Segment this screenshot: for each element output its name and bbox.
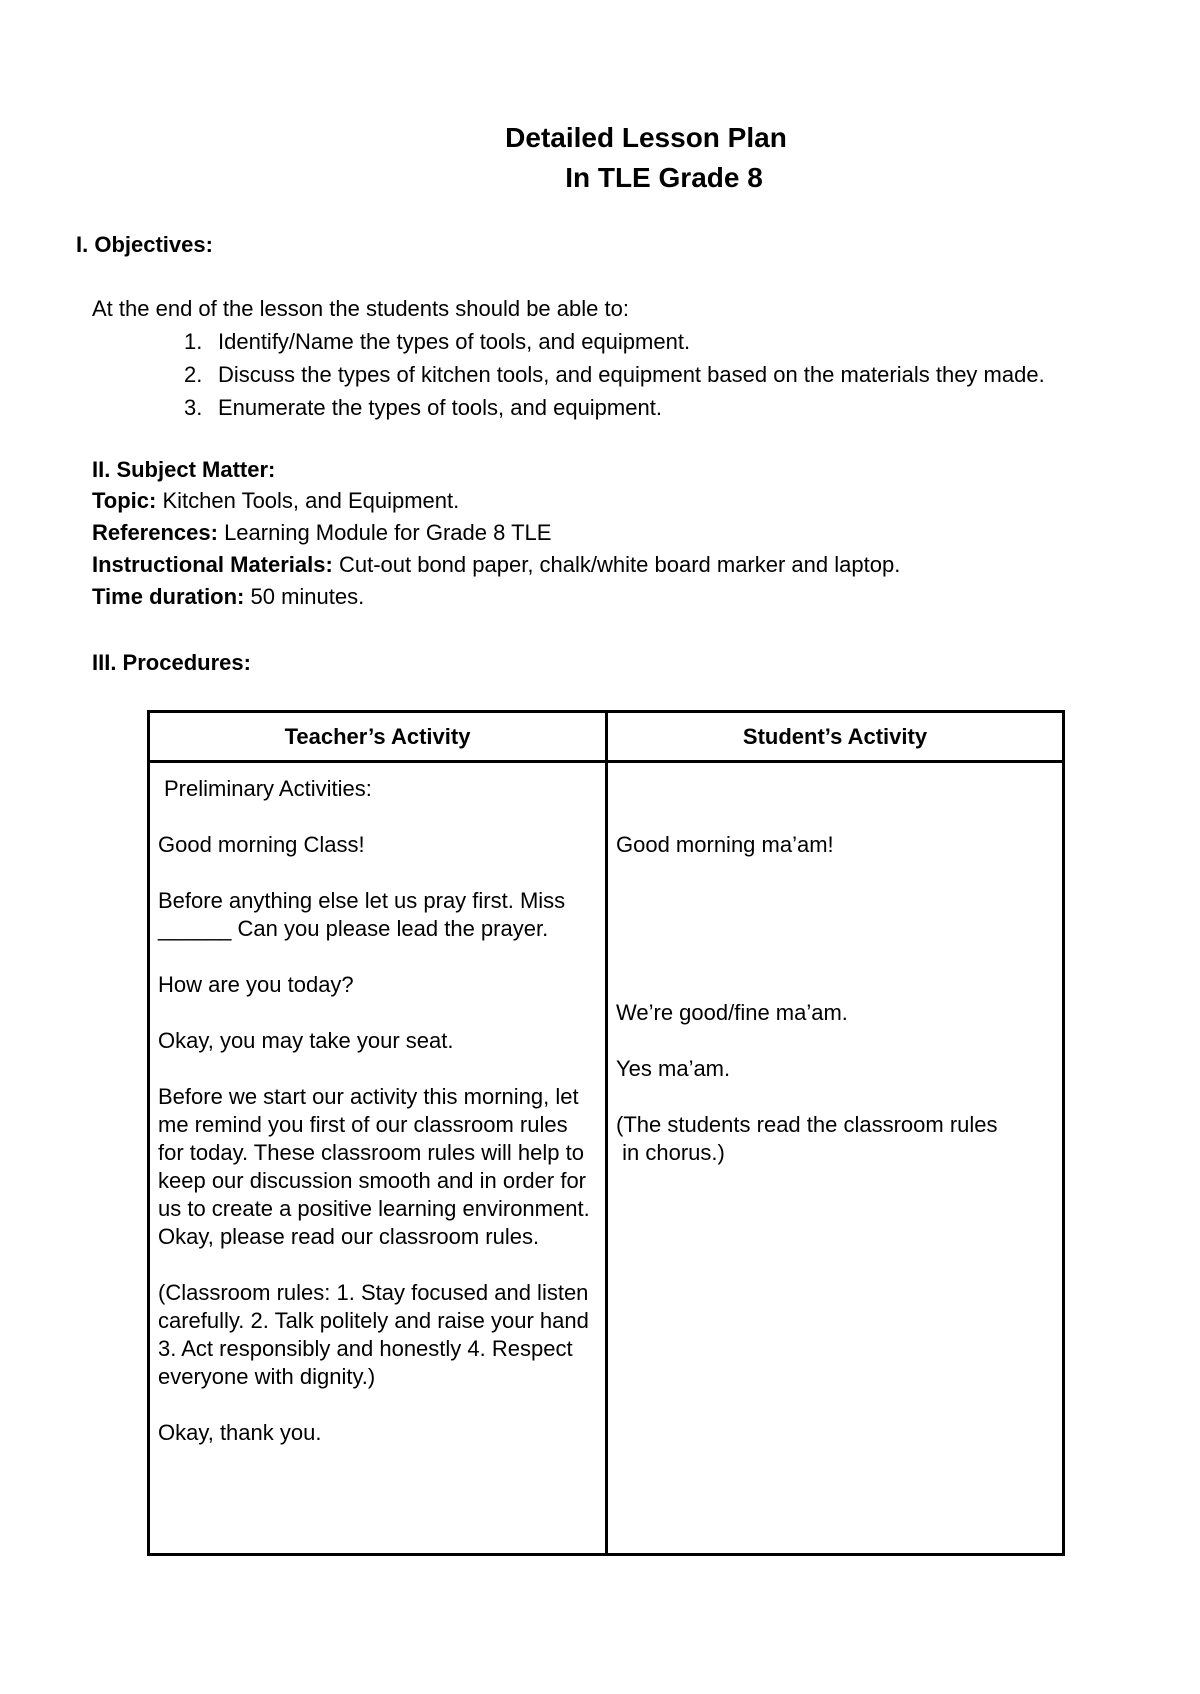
teacher-rules-intro: Before we start our activity this morning, let me remind you first of our classroom rules for today. These classroom rules will help to keep our discussion smooth and in order for us to create a positive learning environment. Okay, please read our classroom rules. [158,1084,590,1249]
objective-number: 1. [184,329,203,354]
duration-value: 50 minutes. [244,584,365,609]
teacher-activity-cell [149,762,607,1555]
table-row [149,762,1064,1555]
references-label: References: [92,520,218,545]
teacher-thanks: Okay, thank you. [158,1420,322,1445]
objectives-list [184,325,1045,424]
topic-line [92,486,459,516]
procedures-table [147,710,1065,1556]
document-title [0,118,1200,198]
references-line [92,518,551,548]
table-header-row [149,712,1064,762]
teacher-greeting: Good morning Class! [158,832,365,857]
student-yes: Yes ma’am. [616,1056,731,1081]
duration-line [92,582,364,612]
references-value: Learning Module for Grade 8 TLE [217,520,552,545]
title-line-2: In TLE Grade 8 [565,162,763,193]
objectives-heading: I. Objectives: [76,232,213,257]
teacher-take-seat: Okay, you may take your seat. [158,1028,454,1053]
objective-item [184,358,1045,391]
student-read-rules-line-2: in chorus.) [616,1140,725,1165]
teacher-activity-header: Teacher’s Activity [149,712,607,762]
title-line-1: Detailed Lesson Plan [505,122,787,153]
duration-label: Time duration: [92,584,245,609]
subject-matter-heading: II. Subject Matter: [92,457,276,482]
materials-value: Cut-out bond paper, chalk/white board marker and laptop. [332,552,901,577]
materials-label: Instructional Materials: [92,552,333,577]
objective-text: Discuss the types of kitchen tools, and equipment based on the materials they made. [218,362,1045,387]
student-read-rules-line-1: (The students read the classroom rules [616,1112,998,1137]
objective-text: Identify/Name the types of tools, and equipment. [218,329,691,354]
teacher-rules-list: (Classroom rules: 1. Stay focused and listen carefully. 2. Talk politely and raise your hand 3. Act responsibly and honestly 4. Respect everyone with dignity.) [158,1280,589,1389]
topic-label: Topic: [92,488,157,513]
teacher-prayer: Before anything else let us pray first. Miss ______ Can you please lead the prayer. [158,888,566,941]
objective-text: Enumerate the types of tools, and equipment. [218,395,662,420]
student-greeting: Good morning ma’am! [616,832,834,857]
objectives-intro: At the end of the lesson the students should be able to: [92,296,629,321]
student-activity-cell [607,762,1064,1555]
objective-number: 3. [184,395,203,420]
student-read-rules [616,1111,1054,1167]
objective-number: 2. [184,362,203,387]
preliminary-activities: Preliminary Activities: [164,776,372,801]
procedures-heading: III. Procedures: [92,650,251,675]
teacher-how-are-you: How are you today? [158,972,354,997]
topic-value: Kitchen Tools, and Equipment. [156,488,460,513]
student-fine: We’re good/fine ma’am. [616,1000,848,1025]
objective-item [184,391,1045,424]
objective-item [184,325,1045,358]
student-activity-header: Student’s Activity [607,712,1064,762]
materials-line [92,550,900,580]
